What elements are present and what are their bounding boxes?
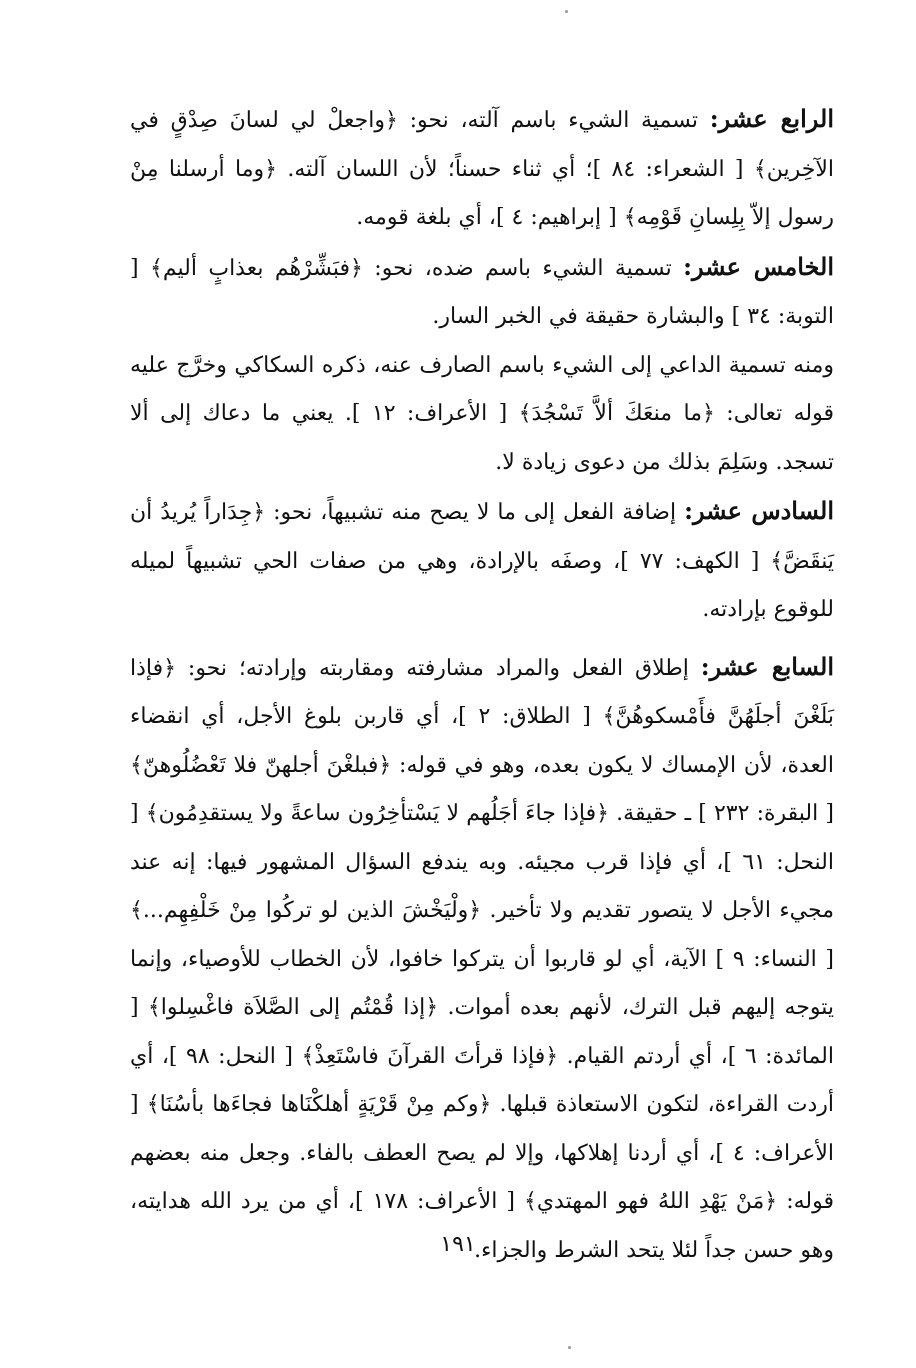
paragraph-text: إضافة الفعل إلى ما لا يصح منه تشبيهاً، نحو: ﴿جِدَاراً يُريدُ أن يَنقَضَّ﴾ [ الكهف: ٧٧ ]، وصفَه بالإرادة، وهي من صفات الحي تشبيهاً لميله للوقوع بإرادته. (130, 500, 834, 622)
scan-speck (565, 10, 568, 13)
paragraph-16 (130, 487, 834, 635)
page-body (130, 95, 834, 1275)
page-number: ١٩١ (440, 1232, 476, 1257)
paragraph-text: ومنه تسمية الداعي إلى الشيء باسم الصارف عنه، ذكره السكاكي وخرَّج عليه قوله تعالى: ﴿ما منعَكَ ألاَّ تَسْجُدَ﴾ [ الأعراف: ١٢ ]. يعني ما دعاك إلى ألا تسجد. وسَلِمَ بذلك من دعوى زيادة لا. (130, 352, 834, 475)
paragraph-text: تسمية الشيء باسم آلته، نحو: ﴿واجعلْ لي لسانَ صِدْقٍ في الآخِرين﴾ [ الشعراء: ٨٤ ]؛ أي ثناء حسناً؛ لأن اللسان آلته. ﴿وما أرسلنا مِنْ رسول إلاّ بِلِسانِ قَوْمِه﴾ [ إبراهيم: ٤ ]، أي بلغة قومه. (130, 108, 834, 230)
paragraph-15 (130, 243, 834, 342)
paragraph-heading: الخامس عشر: (683, 251, 834, 281)
paragraph-heading: السابع عشر: (700, 651, 835, 681)
scan-speck (568, 1346, 571, 1349)
paragraph-14 (130, 95, 834, 243)
paragraph-heading: الرابع عشر: (709, 104, 835, 133)
paragraph-text: إطلاق الفعل والمراد مشارفته ومقاربته وإرادته؛ نحو: ﴿فإذا بَلَغْنَ أجلَهُنَّ فأَمْسكوهُنَّ﴾ [ الطلاق: ٢ ]، أي قاربن بلوغ الأجل، أي انقضاء العدة، لأن الإمساك لا يكون بعده، وهو في قوله: ﴿فبلغْنَ أجلهنّ فلا تَعْضُلُوهنّ﴾ [ البقرة: ٢٣٢ ] ـ حقيقة. ﴿فإذا جاءَ أجَلُهم لا يَسْتأخِرُون ساعةً ولا يستقدِمُون﴾ [ النحل: ٦١ ]، أي فإذا قرب مجيئه. وبه يندفع السؤال المشهور فيها: إنه عند مجيء الأجل لا يتصور تقديم ولا تأخير. ﴿ولْيَخْشَ الذين لو تركُوا مِنْ خَلْفِهِم...﴾ [ النساء: ٩ ] الآية، أي لو قاربوا أن يتركوا خافوا، لأن الخطاب للأوصياء، وإنما يتوجه إليهم قبل الترك، لأنهم بعده أموات. ﴿إذا قُمْتُم إلى الصَّلاَة فاغْسِلوا﴾ [ المائدة: ٦ ]، أي أردتم القيام. ﴿فإذا قرأتَ القرآنَ فاسْتَعِذْ﴾ [ النحل: ٩٨ ]، أي أردت القراءة، لتكون الاستعاذة قبلها. ﴿وكم مِنْ قَرْيَةٍ أهلكْنَاها فجاءَها بأسُنَا﴾ [ الأعراف: ٤ ]، أي أردنا إهلاكها، وإلا لم يصح العطف بالفاء. وجعل منه بعضهم قوله: ﴿مَنْ يَهْدِ اللهُ فهو المهتدي﴾ [ الأعراف: ١٧٨ ]، أي من يرد الله هدايته، وهو حسن جداً لئلا يتحد الشرط والجزاء. (130, 655, 835, 1263)
paragraph-heading: السادس عشر: (684, 496, 834, 525)
paragraph-15-continuation (130, 342, 834, 488)
paragraph-text: تسمية الشيء باسم ضده، نحو: ﴿فبَشِّرْهُم بعذابٍ أليم﴾ [ التوبة: ٣٤ ] والبشارة حقيقة في الخبر السار. (130, 255, 834, 329)
paragraph-17 (130, 643, 834, 1276)
